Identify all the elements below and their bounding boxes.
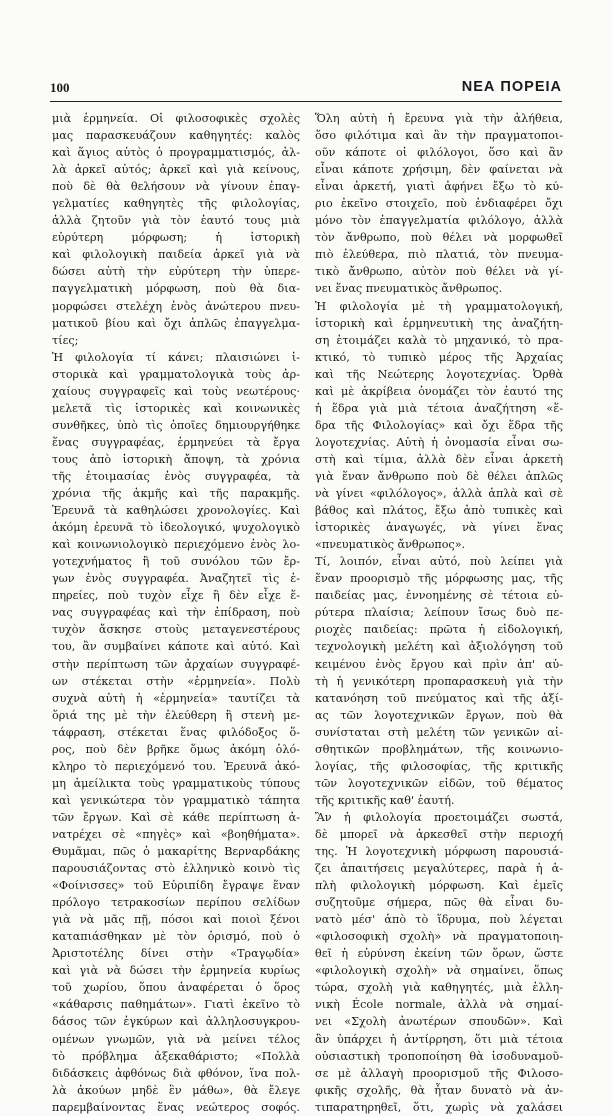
text-line: καὶ φιλολογικὴ παιδεία ἀρκεῖ γιὰ νὰ	[52, 248, 300, 262]
text-line: στὴ καὶ τίμια, ἀλλὰ δὲν εἶναι ἀρκετὴ	[315, 452, 563, 466]
text-line: ἕναν προορισμὸ τῆς μόρφωσης μας, τῆς	[315, 572, 563, 586]
text-line: ση ἑτοιμάζει καλὰ τὸ μηχανικό, τὸ πρα-	[315, 333, 563, 347]
text-line: «πνευματικὸς ἄνθρωπος».	[315, 538, 466, 552]
text-line: δώσει αὐτὴ τὴν εὐρύτερη τὴν ὑπερε-	[52, 265, 300, 279]
text-line: ἀλλὰ ζητοῦν γιὰ τὸν ἑαυτό τους μιὰ	[52, 214, 300, 228]
text-line: πλὴ φιλολογικὴ μόρφωση. Καὶ ἐμεῖς	[315, 879, 563, 893]
text-line: πρόλογο τετρακοσίων περίπου σελίδων	[52, 896, 300, 910]
text-line: τους ἀπὸ ἱστορικὴ ἄποψη, τὰ χρόνια	[52, 452, 300, 466]
text-line: καὶ γενικώτερα τὸν γραμματικὸ τάπητα	[52, 793, 300, 807]
text-line: παιδείας μας, ἐννοημένης σὲ τέτοια εὐ-	[315, 589, 563, 603]
text-line: νατὸ μέσ' ἀπὸ τὸ ἵδρυμα, ποὺ λέγεται	[315, 913, 563, 927]
text-line: καὶ τῆς Νεώτερης λογοτεχνίας. Ὀρθὰ	[315, 367, 563, 381]
text-line: μη ἀμείλικτα τοὺς γραμματικοὺς τύπους	[52, 776, 300, 790]
right-column	[315, 110, 563, 1116]
text-line: κληρο τὸ περιεχόμενό του. Ἐρευνᾶ ἀκό-	[52, 759, 300, 773]
text-line: καὶ κοινωνιολογικὸ περιεχόμενο ἑνὸς λο-	[52, 538, 300, 552]
text-line: Ἀριστοτέλης δίνει στὴν «Τραγῳδία»	[52, 947, 300, 961]
text-line: δάσος τῶν ἐγκύρων καὶ ἀλληλοσυγκρου-	[52, 1015, 300, 1029]
text-line: εἶναι ἀρκετή, γιατὶ ἀφήνει ἔξω τὸ κύ-	[315, 180, 563, 194]
page-number: 100	[50, 80, 70, 95]
text-line: θεῖ ἡ εὐρύνση ἐκείνη τῶν ὅρων, ὥστε	[315, 947, 563, 961]
text-line: τυχὸν ἄσκησε στοὺς μεταγενεστέρους	[52, 623, 300, 637]
text-line: ομένων γνωμῶν, γιὰ νὰ μείνει τέλος	[52, 1032, 300, 1046]
text-line: νας συγγραφέας καὶ τὴν ἐπίδραση, ποὺ	[52, 606, 300, 620]
text-line: νει «Σχολὴ ἀνωτέρων σπουδῶν». Καὶ	[315, 1015, 563, 1029]
text-line: κειμένου ἑνὸς ἔργου καὶ πρὶν ἀπ' αὐ-	[315, 657, 563, 671]
text-line: ὅριά της μὲ τὴν ἐλεύθερη ἢ στενὴ με-	[52, 708, 300, 722]
text-line: εὐρύτερη μόρφωση; ἡ ἱστορικὴ	[52, 231, 300, 245]
text-line: λὰ ἀρκεῖ αὐτός; ἀρκεῖ καὶ γιὰ κείνους,	[52, 163, 300, 177]
left-column	[52, 110, 300, 1116]
text-line: καὶ ἅγιος αὐτὸς ὁ προγραμματισμός, ἀλ-	[52, 146, 300, 160]
text-line: συνθῆκες, ὑπὸ τὶς ὁποῖες δημιουργήθηκε	[52, 418, 300, 432]
text-line: τάφραση, στέκεται ἕνας φιλόδοξος ὅ-	[52, 725, 300, 739]
header-rule	[50, 101, 562, 102]
text-line: τώρα, σχολὴ γιὰ καθηγητές, μιὰ ἑλλη-	[315, 981, 563, 995]
text-line: τὸ πρόβλημα ἀξεκαθάριστο; «Πολλὰ	[52, 1049, 300, 1063]
text-line: συνίσταται στὴ μελέτη τῶν γενικῶν αἰ-	[315, 725, 563, 739]
text-line: στορικὰ καὶ γραμματολογικὰ τοὺς ἀρ-	[52, 367, 300, 381]
text-line: τικὸ ἄνθρωπο, αὐτὸν ποὺ θέλει νὰ γί-	[315, 265, 563, 279]
text-line: τοῦ χωρίου, ὅπου ἀναφέρεται ὁ ὅρος	[52, 981, 300, 995]
text-line: τιπαρατηρηθεῖ, ὅτι, χωρὶς νὰ χαλάσει	[315, 1100, 563, 1114]
text-line: μόνο τὸν ἐπαγγελματία φιλόλογο, ἀλλὰ	[315, 214, 563, 228]
text-line: καὶ μὲ ἀκρίβεια ὀνομάζει τὸν ἑαυτό της	[315, 384, 563, 398]
text-line: Ὅλη αὐτὴ ἡ ἔρευνα γιὰ τὴν ἀλήθεια,	[315, 112, 563, 125]
text-line: ρος, ποὺ δὲν βρῆκε ὅμως ἀκόμη ὁλό-	[52, 742, 300, 756]
text-line: Ἐρευνᾶ τὰ καθηλώσει χρονολογίες. Καὶ	[52, 504, 300, 518]
text-line: μιὰ ἑρμηνεία. Οἱ φιλοσοφικὲς σχολὲς	[52, 112, 300, 125]
text-line: Ἡ φιλολογία τί κάνει; πλαισιώνει ἱ-	[52, 350, 300, 364]
text-line: φικῆς σχολῆς, θὰ ἦταν δυνατὸ νὰ ἀν-	[315, 1083, 563, 1097]
text-line: τὴ ἡ γενικότερη προπαρασκευὴ γιὰ τὴν	[315, 674, 563, 688]
text-line: Ἡ φιλολογία μὲ τὴ γραμματολογική,	[315, 299, 563, 313]
text-line: της. Ἡ λογοτεχνικὴ μόρφωση παρουσιά-	[315, 845, 563, 859]
text-line: νικὴ École normale, ἀλλὰ νὰ σημαί-	[315, 998, 563, 1012]
text-line: λογίας, τῆς φιλοσοφίας, τῆς κριτικῆς	[315, 759, 563, 773]
text-line: ἱστορικὴ καὶ ἑρμηνευτικὴ της ἀναζήτη-	[315, 316, 563, 330]
text-line: ριο ἐκεῖνο στοιχεῖο, ποὺ ἐνδιαφέρει ὄχι	[315, 197, 563, 211]
text-line: τεχνολογικὴ μελέτη καὶ ἀξιολόγηση τοῦ	[315, 640, 563, 654]
text-line: καταπιάσθηκαν μὲ τὸν ὁρισμό, ποὺ ὁ	[52, 930, 300, 944]
text-line: ποὺ δὲ θὰ θελήσουν νὰ γίνουν ἐπαγ-	[52, 180, 300, 194]
text-line: τῆς κριτικῆς καθ' ἑαυτή.	[315, 793, 455, 807]
text-line: ζει ἀπαιτήσεις μεγαλύτερες, παρὰ ἡ ἁ-	[315, 862, 563, 876]
text-line: παρουσιάζοντας στὸ ἑλληνικὸ κοινὸ τὶς	[52, 862, 300, 876]
page-header	[50, 80, 562, 102]
text-line: γιὰ ἕναν ἄνθρωπο ποὺ δὲ θέλει ἁπλῶς	[315, 469, 563, 483]
text-line: συζητοῦμε σήμερα, πῶς θὰ εἶναι δυ-	[315, 896, 563, 910]
text-line: οὐσιαστικὴ τροποποίηση θὰ ἰσοδυναμοῦ-	[315, 1049, 563, 1063]
text-line: διδάσκεις ἀφθόνως διὰ φθόνον, ἵνα πολ-	[52, 1066, 300, 1080]
text-line: μας παρασκευάζουν καθηγητές: καλὸς	[52, 129, 300, 143]
text-line: στὴν περίπτωση τῶν ἀρχαίων συγγραφέ-	[52, 657, 300, 671]
text-line: «φιλοσοφικὴ σχολὴ» νὰ πραγματοποιη-	[315, 930, 563, 944]
text-line: ριοχὲς παιδείας: πρῶτα ἡ εἰδολογική,	[315, 623, 563, 637]
text-line: του, ἂν συμβαίνει κάποτε καὶ αὐτό. Καὶ	[52, 640, 300, 654]
text-line: Θυμᾶμαι, πῶς ὁ μακαρίτης Βερναρδάκης	[52, 845, 300, 859]
text-line: τῶν ἔργων. Καὶ σὲ κάθε περίπτωση ἀ-	[52, 810, 300, 824]
text-line: νὰ γίνει «φιλόλογος», ἀλλὰ ἁπλὰ καὶ σὲ	[315, 487, 563, 501]
text-line: πηρείες, ποὺ τυχὸν εἶχε ἢ δὲν εἶχε ἕ-	[52, 589, 300, 603]
text-line: κτικό, τὸ τυπικὸ μέρος τῆς Ἀρχαίας	[315, 350, 563, 364]
text-line: γιὰ νὰ μᾶς πῇ, πόσοι καὶ ποιοὶ ξένοι	[52, 913, 300, 927]
text-line: παγγελματικὴ μόρφωση, ποὺ θὰ δια-	[52, 282, 300, 296]
text-line: ἱστορικὲς ἀναγωγές, νὰ γίνει ἕνας	[315, 521, 563, 535]
text-line: οῦν κάποτε οἱ φιλόλογοι, ὅσο καὶ ἂν	[315, 146, 563, 160]
text-line: σε μὲ ἀλλαγὴ προορισμοῦ τῆς Φιλοσο-	[315, 1066, 563, 1080]
text-line: χαίους συγγραφεῖς καὶ τοὺς νεωτέρους·	[52, 384, 300, 398]
text-line: «κάθαρσις παθημάτων». Γιατὶ ἐκεῖνο τὸ	[52, 998, 300, 1012]
text-line: τῆς ἑτοιμασίας ἑνὸς συγγραφέα, τὰ	[52, 469, 300, 483]
journal-title: ΝΕΑ ΠΟΡΕΙΑ	[461, 79, 562, 95]
text-line: τὸν ἄνθρωπο, ποὺ θέλει νὰ μορφωθεῖ	[315, 231, 563, 245]
text-line: παρεμβαίνοντας ἕνας νεώτερος σοφός.	[52, 1100, 300, 1114]
text-line: καὶ γιὰ νὰ δώσει τὴν ἑρμηνεία κυρίως	[52, 964, 300, 978]
text-line: γελματίες καθηγητὲς τῆς φιλολογίας,	[52, 197, 300, 211]
text-line: Τί, λοιπόν, εἶναι αὐτό, ποὺ λείπει γιὰ	[315, 555, 563, 569]
text-line: Ἂν ἡ φιλολογία προετοιμάζει σωστά,	[315, 810, 563, 824]
text-line: εἶναι κάποτε χρήσιμη, δὲν φαίνεται νὰ	[315, 163, 563, 177]
text-line: κατανόηση τοῦ πνεύματος καὶ τῆς ἀξί-	[315, 691, 563, 705]
text-line: ρύτερα πλαίσια; λείπουν ἴσως δυὸ πε-	[315, 606, 563, 620]
text-line: γοτεχνήματος ἢ τοῦ συνόλου τῶν ἔρ-	[52, 555, 300, 569]
text-line: ἡ ἕδρα γιὰ μιὰ τέτοια ἀναζήτηση «ἕ-	[315, 401, 563, 415]
text-line: μορφώσει στελέχη ἑνὸς ἀνώτερου πνευ-	[52, 299, 300, 313]
text-line: βάθος καὶ πλάτος, ἔξω ἀπὸ τυπικὲς καὶ	[315, 504, 563, 518]
text-line: σθητικῶν προβλημάτων, τῆς κοινωνιο-	[315, 742, 563, 756]
text-line: ὅσο φιλότιμα καὶ ἂν τὴν πραγματοποι-	[315, 129, 563, 143]
text-line: «Φοίνισσες» τοῦ Εὐριπίδη ἔγραψε ἕναν	[52, 879, 300, 893]
text-line: ματικοῦ βίου καὶ ὄχι ἁπλῶς ἐπαγγελμα-	[52, 316, 300, 330]
text-line: τίες;	[52, 333, 79, 347]
text-line: δρα τῆς Φιλολογίας» καὶ ὄχι ἕδρα τῆς	[315, 418, 563, 432]
text-line: συχνὰ αὐτὴ ἡ «ἑρμηνεία» ταυτίζει τὰ	[52, 691, 300, 705]
text-line: ἕνας συγγραφέας, ἑρμηνεύει τὰ ἔργα	[52, 435, 300, 449]
text-line: μελετᾶ τὶς ἱστορικὲς καὶ κοινωνικὲς	[52, 401, 300, 415]
text-line: ἂν ὑπάρχει ἡ ἀντίρρηση, ὅτι μιὰ τέτοια	[315, 1032, 563, 1046]
text-line: γων ἑνὸς συγγραφέα. Ἀναζητεῖ τὶς ἐ-	[52, 572, 300, 586]
text-line: χρόνια τῆς ἀκμῆς καὶ τῆς παρακμῆς.	[52, 487, 300, 501]
text-line: λὰ ἀκούων μηδὲ ἓν μάθω», θὰ ἔλεγε	[52, 1083, 300, 1097]
text-line: λογοτεχνίας. Αὐτὴ ἡ ὀνομασία εἶναι σω-	[315, 435, 563, 449]
text-line: νατρέχει σὲ «πηγὲς» καὶ «βοηθήματα».	[52, 827, 300, 841]
text-line: τῶν λογοτεχνικῶν εἰδῶν, τοῦ θέματος	[315, 776, 563, 790]
text-line: πιὸ ἐλεύθερα, πιὸ πλατιά, τὸν πνευμα-	[315, 248, 563, 262]
text-line: ων στέκεται στὴν «ἑρμηνεία». Πολὺ	[52, 674, 300, 688]
text-line: ας τῶν λογοτεχνικῶν ἔργων, ποὺ θὰ	[315, 708, 563, 722]
text-line: νει ἕνας πνευματικὸς ἄνθρωπος.	[315, 282, 503, 296]
text-line: δὲ μπορεῖ νὰ ἀρκεσθεῖ στὴν περιοχή	[315, 827, 563, 841]
text-line: «φιλολογικὴ σχολὴ» νὰ σημαίνει, ὅπως	[315, 964, 563, 978]
text-line: ἀκόμη ἐρευνᾶ τὸ ἰδεολογικό, ψυχολογικὸ	[52, 521, 300, 535]
